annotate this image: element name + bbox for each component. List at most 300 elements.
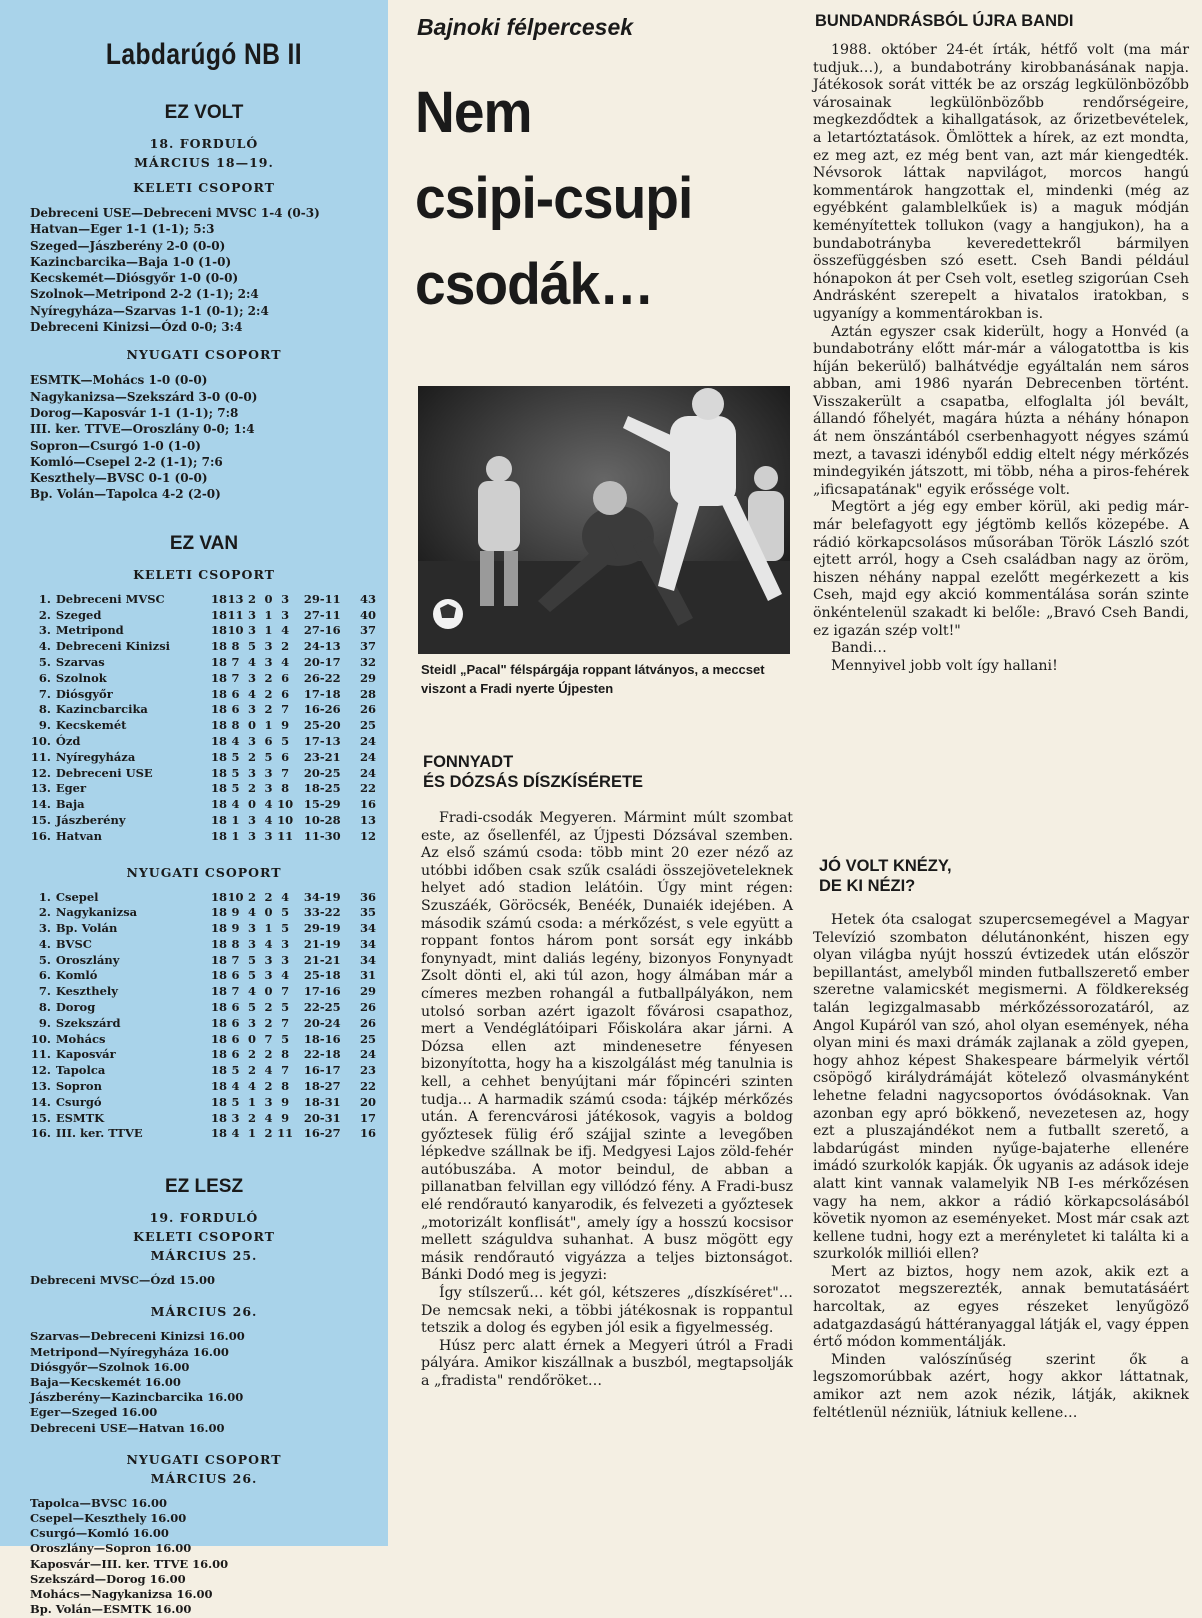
fixture-line: Szekszárd—Dorog 16.00 <box>30 1571 186 1586</box>
article-kicker: Bajnoki félpercesek <box>417 14 634 40</box>
standings-cell-m: 18 <box>210 718 227 733</box>
ez-van-east-heading: KELETI CSOPORT <box>133 566 275 582</box>
standings-cell-goals: 10-28 <box>303 812 341 827</box>
knezy-headline <box>819 856 952 896</box>
ez-van-heading: EZ VAN <box>169 532 239 554</box>
standings-cell-m: 18 <box>210 749 227 764</box>
ez-volt-heading: EZ VOLT <box>164 102 244 123</box>
standings-cell-m: 18 <box>210 1110 227 1125</box>
standings-cell-n: 15. <box>30 812 51 827</box>
headline-line: csipi-csupi <box>415 166 693 231</box>
result-line: Kecskemét—Diósgyőr 1-0 (0-0) <box>30 271 239 286</box>
standings-cell-l: 1 <box>264 607 273 622</box>
standings-cell-pts: 29 <box>359 670 376 685</box>
ez-lesz-round: 19. FORDULÓ <box>149 1210 259 1226</box>
subheading-line: ÉS DÓZSÁS DÍSZKÍSÉRETE <box>423 773 644 791</box>
standings-cell-l2: 5 <box>281 905 290 920</box>
standings-cell-l: 0 <box>264 984 273 999</box>
ez-volt-round: 18. FORDULÓ <box>149 136 259 151</box>
standings-cell-w: 5 <box>231 765 240 780</box>
standings-cell-w: 3 <box>231 1110 240 1125</box>
standings-cell-d: 2 <box>248 591 257 606</box>
standings-cell-team: Szolnok <box>55 670 107 685</box>
standings-cell-w: 4 <box>231 733 240 748</box>
standings-cell-goals: 17-13 <box>303 733 341 748</box>
standings-cell-l2: 3 <box>281 952 290 967</box>
standings-cell-n: 7. <box>38 686 51 701</box>
standings-cell-n: 15. <box>30 1110 51 1125</box>
standings-cell-m: 18 <box>210 733 227 748</box>
standings-cell-l2: 7 <box>281 702 290 717</box>
standings-cell-m: 18 <box>210 623 227 638</box>
standings-cell-team: Csurgó <box>55 1094 102 1109</box>
knezy-headline-line: DE KI NÉZI? <box>819 877 916 895</box>
standings-cell-d: 4 <box>248 905 257 920</box>
standings-cell-l: 4 <box>264 1110 273 1125</box>
standings-cell-pts: 25 <box>359 1031 376 1046</box>
standings-cell-w: 6 <box>231 1000 240 1015</box>
standings-cell-l: 3 <box>264 1094 273 1109</box>
standings-cell-goals: 16-27 <box>303 1126 341 1141</box>
standings-cell-l2: 3 <box>281 607 290 622</box>
fixture-line: Baja—Kecskemét 16.00 <box>30 1375 181 1390</box>
standings-cell-w: 4 <box>231 1126 240 1141</box>
standings-cell-w: 10 <box>227 623 244 638</box>
standings-cell-d: 3 <box>248 1015 257 1030</box>
standings-cell-l2: 9 <box>281 1110 290 1125</box>
standings-cell-pts: 23 <box>359 1063 376 1078</box>
standings-cell-goals: 26-22 <box>303 670 341 685</box>
standings-cell-l: 4 <box>264 1063 273 1078</box>
standings-cell-m: 18 <box>210 670 227 685</box>
standings-cell-l2: 8 <box>281 1079 290 1094</box>
standings-cell-n: 3. <box>38 623 51 638</box>
standings-cell-d: 3 <box>248 623 257 638</box>
standings-cell-d: 0 <box>248 797 257 812</box>
standings-cell-d: 3 <box>248 828 257 843</box>
article-paragraph: Húsz perc alatt érnek a Megyeri útról a Fradi pályára. Amikor kiszállnak a buszból, megtapsolják a „fradista" rendőröket… <box>421 1337 793 1389</box>
result-line: Bp. Volán—Tapolca 4-2 (2-0) <box>30 487 221 502</box>
standings-cell-w: 6 <box>231 686 240 701</box>
standings-cell-n: 2. <box>38 905 51 920</box>
standings-cell-w: 4 <box>231 1079 240 1094</box>
standings-cell-w: 8 <box>231 639 240 654</box>
standings-cell-pts: 37 <box>359 639 376 654</box>
standings-cell-m: 18 <box>210 639 227 654</box>
standings-cell-l: 5 <box>264 749 273 764</box>
article-body <box>421 810 793 1391</box>
standings-row <box>30 905 376 921</box>
bunda-headline: BUNDANDRÁSBÓL ÚJRA BANDI <box>815 12 1074 30</box>
bunda-paragraph: Megtört a jég egy ember körül, aki pedig már-már belefagyott egy jégtömb kellős közepébe. A rádió körkapcsolásos műsorában Török László szót ejtett arról, hogy a Cseh családban nagy az öröm, hiszen néhány nappal ezelőtt megérkezett a kis Cseh, majd egy akció kommentálása során szinte önkéntelenül szakadt ki belőle: „Bravó Cseh Bandi, ez igazán szép volt!" <box>813 499 1189 639</box>
standings-cell-team: Szekszárd <box>55 1015 121 1030</box>
standings-cell-d: 5 <box>248 1000 257 1015</box>
standings-cell-pts: 26 <box>359 1000 376 1015</box>
standings-row <box>30 766 376 782</box>
standings-cell-pts: 17 <box>359 1110 376 1125</box>
standings-cell-goals: 16-26 <box>303 702 341 717</box>
standings-cell-team: Szeged <box>55 607 102 622</box>
ez-van-west-heading: NYUGATI CSOPORT <box>126 864 282 880</box>
standings-cell-n: 5. <box>38 952 51 967</box>
standings-cell-l2: 8 <box>281 1047 290 1062</box>
standings-cell-team: Nagykanizsa <box>55 905 138 920</box>
standings-cell-l: 2 <box>264 1079 273 1094</box>
sidebar-title: Labdarúgó NB II <box>105 38 303 71</box>
standings-row <box>30 937 376 953</box>
ez-volt-west-heading: NYUGATI CSOPORT <box>126 347 282 363</box>
standings-cell-pts: 40 <box>359 607 376 622</box>
standings-cell-n: 6. <box>38 670 51 685</box>
standings-row <box>30 1063 376 1079</box>
standings-cell-l2: 7 <box>281 1063 290 1078</box>
standings-cell-pts: 22 <box>359 1079 376 1094</box>
standings-cell-w: 11 <box>227 607 244 622</box>
standings-cell-w: 8 <box>231 718 240 733</box>
standings-cell-w: 5 <box>231 1063 240 1078</box>
standings-cell-d: 2 <box>248 1110 257 1125</box>
standings-cell-l: 1 <box>264 718 273 733</box>
standings-cell-l: 2 <box>264 670 273 685</box>
standings-cell-m: 18 <box>210 765 227 780</box>
standings-cell-n: 14. <box>30 1094 51 1109</box>
standings-cell-w: 1 <box>231 812 240 827</box>
standings-cell-l: 2 <box>264 1126 273 1141</box>
standings-cell-pts: 24 <box>359 765 376 780</box>
standings-cell-l: 2 <box>264 1047 273 1062</box>
standings-cell-team: Csepel <box>55 889 99 904</box>
standings-row <box>30 1016 376 1032</box>
standings-cell-l: 1 <box>264 623 273 638</box>
standings-cell-pts: 20 <box>359 1094 376 1109</box>
standings-cell-team: Diósgyőr <box>55 686 113 701</box>
standings-cell-goals: 25-18 <box>303 968 341 983</box>
standings-cell-d: 3 <box>248 733 257 748</box>
standings-cell-pts: 36 <box>359 889 376 904</box>
standings-row <box>30 813 376 829</box>
standings-cell-w: 6 <box>231 1031 240 1046</box>
standings-cell-l2: 6 <box>281 686 290 701</box>
standings-cell-w: 1 <box>231 828 240 843</box>
standings-cell-pts: 16 <box>359 797 376 812</box>
standings-cell-m: 18 <box>210 921 227 936</box>
result-line: Debreceni USE—Debreceni MVSC 1-4 (0-3) <box>30 206 320 220</box>
standings-cell-d: 3 <box>248 765 257 780</box>
standings-cell-goals: 18-25 <box>303 781 341 796</box>
bunda-paragraph: Mennyivel jobb volt így hallani! <box>831 657 1058 674</box>
standings-cell-w: 5 <box>231 781 240 796</box>
fixture-line: Tapolca—BVSC 16.00 <box>30 1495 168 1510</box>
result-line: Komló—Csepel 2-2 (1-1); 7:6 <box>30 454 223 469</box>
standings-cell-n: 6. <box>38 968 51 983</box>
standings-cell-n: 10. <box>30 1031 51 1046</box>
standings-cell-pts: 34 <box>359 936 376 951</box>
standings-row <box>30 639 376 655</box>
standings-cell-n: 14. <box>30 797 51 812</box>
standings-cell-n: 1. <box>38 591 51 606</box>
standings-cell-l2: 3 <box>281 591 290 606</box>
standings-cell-team: Tapolca <box>55 1063 106 1078</box>
standings-cell-l2: 4 <box>281 654 290 669</box>
standings-cell-m: 18 <box>210 797 227 812</box>
standings-cell-team: ESMTK <box>55 1110 105 1125</box>
standings-cell-goals: 27-16 <box>303 623 341 638</box>
standings-cell-pts: 13 <box>359 812 376 827</box>
standings-cell-goals: 16-17 <box>303 1063 341 1078</box>
standings-cell-goals: 11-30 <box>303 828 341 843</box>
bunda-paragraph: 1988. október 24-ét írták, hétfő volt (ma már tudjuk…), a bundabotrány kirobbanásának napja. Játékosok sorát vitték be az ország legkülönbözőbb városainak legkülönbözőbb rendőrségeire, megkezdődtek a kihallgatások, az őrizetbevételek, a letartóztatások. Ömlöttek a hírek, az ezt mondta, ez meg azt, ez még bent van, azt már kiengedték. Névsorok láttak napvilágot, morcos hangú kommentárok hangzottak el, mindenki (még az egyébként galamblelkűek is) a maguk módján keményítettek tollukon (vagy a hangjukon), ha a bundabotrányba keveredettekről bármilyen összefüggésben szó esett. Cseh Bandi például hónapokon át per Cseh volt, esetleg szigorúan Cseh Andrásként szerepelt a hivatalos iratokban, s ugyanígy a kommentárokban is. <box>813 42 1189 322</box>
headline-line: csodák… <box>415 252 654 317</box>
result-line: Sopron—Csurgó 1-0 (1-0) <box>30 438 201 453</box>
article-column-middle <box>403 0 795 1546</box>
standings-cell-team: Nyíregyháza <box>55 749 136 764</box>
standings-cell-pts: 34 <box>359 921 376 936</box>
standings-cell-d: 4 <box>248 686 257 701</box>
standings-cell-m: 18 <box>210 607 227 622</box>
standings-cell-l2: 3 <box>281 936 290 951</box>
standings-cell-n: 3. <box>38 921 51 936</box>
knezy-paragraph: Mert az biztos, hogy nem azok, akik ezt a sorozatot megszerezték, annak bemutatásáért harcoltak, az egyes részeket lenyűgöző adatgazdaságú háttéranyaggal látják el, vagy éppen értő módon kommentálják. <box>813 1263 1189 1351</box>
result-line: Szolnok—Metripond 2-2 (1-1); 2:4 <box>30 287 259 302</box>
standings-cell-l2: 7 <box>281 1015 290 1030</box>
standings-cell-goals: 23-21 <box>303 749 341 764</box>
standings-cell-n: 9. <box>38 1015 51 1030</box>
article-paragraph: Fradi-csodák Megyeren. Mármint múlt szombat este, az ősellenfél, az Újpesti Dózsával szemben. Az első számú csoda: több mint 20 ezer néző az utóbbi időben csak szűk családi összejöveteleknek helyet adó stadion lelátóin. Úgy mint régen: Szuszáék, Göröcsék, Benéék, Dunaiék idejében. A második számú csoda: a mérkőzést, s vele együtt a roppant fontos három pont sorsát egy inkább fonynyadt, mint daliás legény, bizonyos Fonynyadt Zsolt dönti el, aki túl azon, hogy álmában már a címeres mezben rohangál a futballpályákon, nem utolsó sorban azért igazolt fővárosi csapathoz, mert a Vendéglátóipari Főiskolára akar járni. A Dózsa ellen azt mindenesetre fényesen bizonyította, hogy ha a kiszolgálást még tanulnia is kell, a cehhet benyújtani már főpincéri szinten tudja… A harmadik számú csoda: tájkép mérkőzés után. A ferencvárosi játékosok, vagyis a boldog győztesek fülig érő szájjal szinte a levegőben lépkedve szállnak be ifj. Medgyesi Lajos zöld-fehér autóbuszába. A motor beindul, de abban a pillanatban felvillan egy villódzó fény. A Fradi-busz elé rendőrautó kanyarodik, és felvezeti a győztesek „motorizált konflisát", amely így a hosszú kocsisor mellett száguldva suhanhat. A busz mögött egy másik rendőrautó vigyázza a teljes biztonságot. Bánki Dodó meg is jegyzi: <box>421 810 793 1284</box>
standings-cell-team: Hatvan <box>55 828 102 843</box>
standings-cell-d: 1 <box>248 1094 257 1109</box>
standings-cell-w: 8 <box>231 936 240 951</box>
standings-cell-d: 2 <box>248 781 257 796</box>
standings-cell-goals: 18-31 <box>303 1094 341 1109</box>
standings-cell-goals: 22-25 <box>303 1000 341 1015</box>
standings-cell-d: 0 <box>248 718 257 733</box>
fixture-line: Eger—Szeged 16.00 <box>30 1405 158 1420</box>
fixture-line: Metripond—Nyíregyháza 16.00 <box>30 1344 229 1359</box>
standings-cell-l2: 6 <box>281 670 290 685</box>
match-photo-illustration <box>418 386 790 654</box>
standings-row <box>30 890 376 906</box>
standings-cell-l: 2 <box>264 686 273 701</box>
standings-cell-pts: 34 <box>359 952 376 967</box>
standings-cell-team: Baja <box>55 797 85 812</box>
fixture-line: Szarvas—Debreceni Kinizsi 16.00 <box>30 1329 245 1344</box>
standings-cell-goals: 17-16 <box>303 984 341 999</box>
standings-cell-pts: 24 <box>359 749 376 764</box>
standings-cell-n: 9. <box>38 718 51 733</box>
standings-cell-d: 5 <box>248 639 257 654</box>
standings-row <box>30 623 376 639</box>
standings-cell-l2: 9 <box>281 1094 290 1109</box>
standings-cell-l: 3 <box>264 952 273 967</box>
standings-cell-goals: 20-24 <box>303 1015 341 1030</box>
standings-cell-l: 4 <box>264 797 273 812</box>
fixture-line: Debreceni USE—Hatvan 16.00 <box>30 1420 225 1435</box>
standings-cell-n: 11. <box>30 749 51 764</box>
standings-row <box>30 1000 376 1016</box>
standings-cell-m: 18 <box>210 1094 227 1109</box>
standings-cell-m: 18 <box>210 1031 227 1046</box>
standings-cell-m: 18 <box>210 984 227 999</box>
standings-cell-m: 18 <box>210 702 227 717</box>
standings-cell-goals: 29-11 <box>303 591 341 606</box>
standings-cell-l2: 4 <box>281 623 290 638</box>
standings-cell-goals: 18-16 <box>303 1031 341 1046</box>
fixture-line: Kaposvár—III. ker. TTVE 16.00 <box>30 1556 229 1571</box>
fixture-line: Oroszlány—Sopron 16.00 <box>30 1541 192 1556</box>
standings-cell-l: 0 <box>264 591 273 606</box>
fixture-line: Csurgó—Komló 16.00 <box>30 1526 169 1541</box>
standings-cell-n: 7. <box>38 984 51 999</box>
standings-cell-pts: 16 <box>359 1126 376 1141</box>
standings-cell-l: 3 <box>264 639 273 654</box>
standings-row <box>30 1047 376 1063</box>
standings-row <box>30 1079 376 1095</box>
knezy-headline-line: JÓ VOLT KNÉZY, <box>819 857 952 875</box>
photo-caption: Steidl „Pacal" félspárgája roppant látványos, a meccset viszont a Fradi nyerte Újpesten <box>421 662 765 696</box>
standings-cell-w: 4 <box>231 797 240 812</box>
standings-cell-l2: 9 <box>281 718 290 733</box>
ez-volt-east-results <box>30 205 378 335</box>
standings-cell-goals: 29-19 <box>303 921 341 936</box>
standings-cell-l2: 11 <box>277 828 294 843</box>
standings-cell-l: 2 <box>264 889 273 904</box>
ez-lesz-east-heading: KELETI CSOPORT <box>133 1229 275 1245</box>
standings-cell-goals: 20-25 <box>303 765 341 780</box>
standings-cell-w: 9 <box>231 921 240 936</box>
knezy-paragraph: Hetek óta csalogat szupercsemegével a Magyar Televízió szombaton délutánonként, hiszen egy olyan világba nyújt hosszú évtizedek után először bepillantást, amelyből minden futballszerető ember szeretne valamicskét megismerni. A földkerekség talán legizgalmasabb mérkőzéssorozatáról, az Angol Kupáról van szó, ahol olyan események, néha olyan mini és maxi drámák zajlanak a zöld gyepen, hogy ahhoz képest Shakespeare bármelyik vértől csöpögő királydrámáját kötelező olvasmányként lehetne feladni nagycsoportos óvódásoknak. Van azonban egy apró bökkenő, nevezetesen az, hogy ezt a pluszajándékot nem a futballt szerető, a labdarúgást minden nyűge-bajaterhe ellenére imádó szurkolók kapják. Ők ugyanis az adások ideje alatt kint vannak valamelyik NB I-es mérkőzésen vagy ha nem, akkor a rádió körkapcsolásából követik nyomon az eseményeket. Most már csak azt kellene tudni, hogy ezt a merényletet ki találta ki a szurkolók milliói ellen? <box>813 912 1189 1263</box>
standings-cell-n: 13. <box>30 1079 51 1094</box>
standings-cell-n: 2. <box>38 607 51 622</box>
standings-row <box>30 687 376 703</box>
standings-cell-w: 7 <box>231 952 240 967</box>
standings-cell-d: 2 <box>248 1047 257 1062</box>
standings-row <box>30 1032 376 1048</box>
headline-line: Nem <box>415 80 532 145</box>
standings-cell-goals: 18-27 <box>303 1079 341 1094</box>
standings-cell-pts: 25 <box>359 718 376 733</box>
standings-cell-pts: 24 <box>359 1047 376 1062</box>
standings-cell-pts: 35 <box>359 905 376 920</box>
standings-cell-team: Kecskemét <box>55 718 127 733</box>
results-sidebar <box>0 0 388 1617</box>
standings-row <box>30 734 376 750</box>
standings-cell-team: Dorog <box>55 1000 96 1015</box>
result-line: Debreceni Kinizsi—Ózd 0-0; 3:4 <box>30 320 243 335</box>
standings-cell-w: 6 <box>231 968 240 983</box>
standings-cell-goals: 25-20 <box>303 718 341 733</box>
standings-cell-pts: 31 <box>359 968 376 983</box>
standings-cell-l: 3 <box>264 828 273 843</box>
standings-cell-team: Mohács <box>55 1031 106 1046</box>
standings-cell-goals: 33-22 <box>303 905 341 920</box>
article-column-right <box>805 0 1195 1546</box>
standings-cell-l: 1 <box>264 921 273 936</box>
result-line: III. ker. TTVE—Oroszlány 0-0; 1:4 <box>30 422 255 437</box>
standings-cell-w: 13 <box>227 591 244 606</box>
fixture-line: Diósgyőr—Szolnok 16.00 <box>30 1359 190 1374</box>
ez-van-east-table <box>30 592 376 845</box>
standings-cell-n: 12. <box>30 765 51 780</box>
standings-cell-w: 6 <box>231 1015 240 1030</box>
ez-van-west-table <box>30 890 376 1143</box>
standings-row <box>30 797 376 813</box>
standings-cell-d: 3 <box>248 812 257 827</box>
standings-cell-team: Keszthely <box>55 984 118 999</box>
result-line: ESMTK—Mohács 1-0 (0-0) <box>30 373 208 388</box>
subheading-line: FONNYADT <box>423 753 514 771</box>
standings-cell-team: Metripond <box>55 623 124 638</box>
standings-cell-team: Debreceni MVSC <box>55 591 165 606</box>
standings-cell-goals: 34-19 <box>303 889 341 904</box>
standings-cell-n: 4. <box>38 639 51 654</box>
standings-cell-m: 18 <box>210 1000 227 1015</box>
standings-cell-goals: 21-19 <box>303 936 341 951</box>
standings-cell-l: 6 <box>264 733 273 748</box>
standings-cell-pts: 24 <box>359 733 376 748</box>
standings-cell-goals: 27-11 <box>303 607 341 622</box>
standings-cell-team: Kazincbarcika <box>55 702 148 717</box>
standings-cell-l2: 4 <box>281 968 290 983</box>
standings-cell-l2: 7 <box>281 765 290 780</box>
standings-row <box>30 655 376 671</box>
standings-cell-l2: 5 <box>281 1031 290 1046</box>
ez-lesz-east-date1: MÁRCIUS 25. <box>150 1248 258 1264</box>
article-paragraph: Így stílszerű… két gól, kétszeres „díszkíséret"… De nemcsak neki, a többi játékosnak is roppantul tetszik a dolog és egyben jól esik a figyelmesség. <box>421 1285 793 1337</box>
standings-cell-w: 6 <box>231 702 240 717</box>
standings-cell-d: 3 <box>248 936 257 951</box>
standings-cell-m: 18 <box>210 654 227 669</box>
standings-cell-m: 18 <box>210 781 227 796</box>
standings-cell-team: Komló <box>55 968 98 983</box>
standings-cell-d: 3 <box>248 921 257 936</box>
standings-cell-pts: 43 <box>359 591 376 606</box>
bunda-paragraph: Bandi… <box>831 640 887 657</box>
standings-cell-l: 2 <box>264 1015 273 1030</box>
standings-row <box>30 921 376 937</box>
article-headline <box>415 70 692 328</box>
ez-lesz-east-fixtures-2 <box>30 1329 378 1435</box>
standings-cell-m: 18 <box>210 936 227 951</box>
standings-cell-d: 3 <box>248 702 257 717</box>
fixture-line: Jászberény—Kazincbarcika 16.00 <box>30 1390 244 1405</box>
standings-cell-n: 10. <box>30 733 51 748</box>
standings-cell-w: 10 <box>227 889 244 904</box>
standings-cell-n: 8. <box>38 702 51 717</box>
standings-row <box>30 984 376 1000</box>
standings-cell-d: 3 <box>248 670 257 685</box>
standings-row <box>30 968 376 984</box>
standings-cell-n: 5. <box>38 654 51 669</box>
standings-cell-pts: 26 <box>359 702 376 717</box>
standings-cell-m: 18 <box>210 828 227 843</box>
standings-cell-l: 4 <box>264 812 273 827</box>
standings-cell-w: 7 <box>231 670 240 685</box>
standings-cell-d: 0 <box>248 1031 257 1046</box>
standings-cell-d: 3 <box>248 607 257 622</box>
standings-cell-n: 16. <box>30 828 51 843</box>
ez-volt-east-heading: KELETI CSOPORT <box>133 180 275 195</box>
standings-cell-team: Ózd <box>55 733 81 748</box>
standings-cell-l: 3 <box>264 654 273 669</box>
standings-cell-l: 4 <box>264 936 273 951</box>
standings-cell-pts: 12 <box>359 828 376 843</box>
standings-cell-d: 5 <box>248 968 257 983</box>
standings-cell-m: 18 <box>210 1047 227 1062</box>
standings-row <box>30 608 376 624</box>
standings-cell-pts: 32 <box>359 654 376 669</box>
standings-cell-goals: 20-31 <box>303 1110 341 1125</box>
result-line: Szeged—Jászberény 2-0 (0-0) <box>30 238 226 253</box>
